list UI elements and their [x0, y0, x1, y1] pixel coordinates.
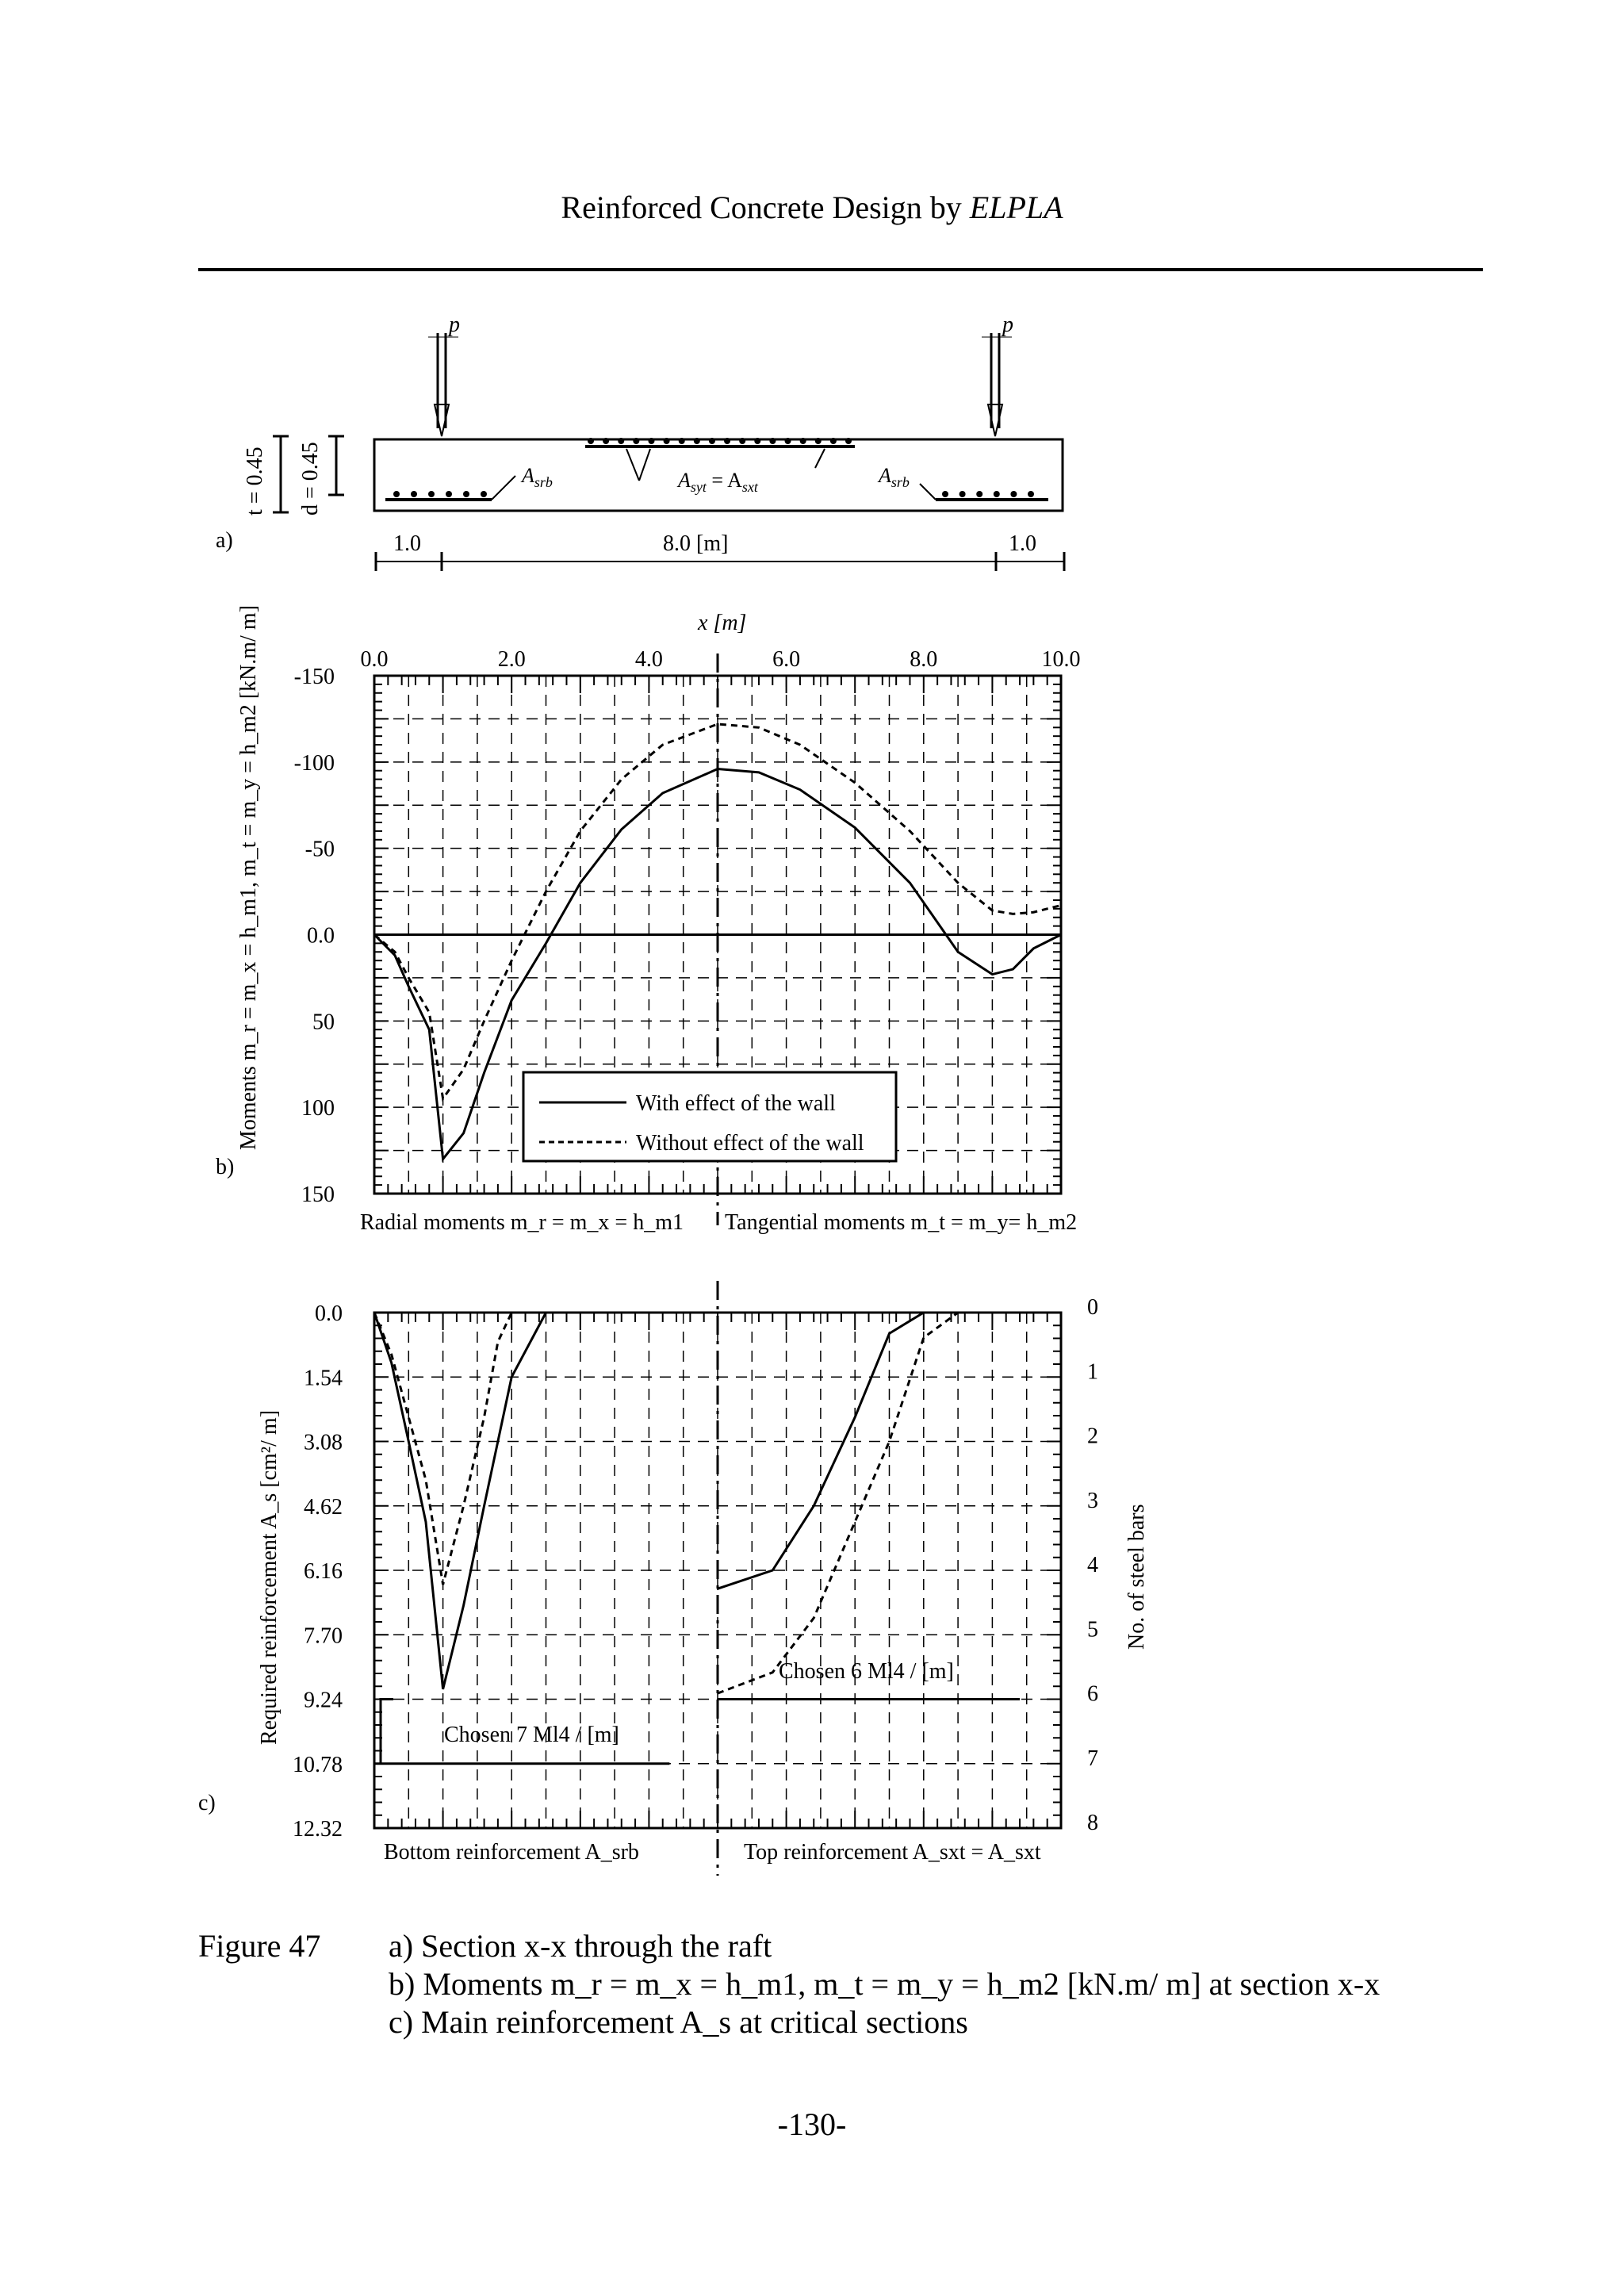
bottom-reinforcement-label: Bottom reinforcement A_srb [384, 1840, 639, 1865]
x-tick-label: 0.0 [360, 647, 389, 672]
rebar-dot [648, 438, 654, 444]
tangential-moments-label: Tangential moments m_t = m_y= h_m2 [725, 1210, 1078, 1235]
caption-line-a: a) Section x-x through the raft [389, 1928, 772, 1964]
rebar-dot [959, 491, 966, 497]
y-tick-label: 7.70 [304, 1623, 343, 1649]
moment-y-axis-title: Moments m_r = m_x = h_m1, m_t = m_y = h_m2 [kN.m/ m] [236, 605, 261, 1150]
reinforcement-chart [293, 1281, 1098, 1876]
chosen-top-label: Chosen 6 Ml4 / [m] [779, 1659, 954, 1684]
y-tick-label: 4.62 [304, 1494, 343, 1520]
y2-tick-label: 5 [1087, 1617, 1098, 1642]
reinforcement-series [718, 1313, 958, 1693]
dim-left: 1.0 [393, 531, 421, 556]
rebar-dot [588, 438, 594, 444]
y2-tick-label: 6 [1087, 1681, 1098, 1707]
rebar-dot [815, 438, 822, 444]
rebar-dot [785, 438, 791, 444]
rebar-dot [679, 438, 685, 444]
rebar-dot [942, 491, 948, 497]
x-tick-label: 10.0 [1041, 647, 1081, 672]
header-title-italic: ELPLA [969, 190, 1063, 225]
y-tick-label: 3.08 [304, 1430, 343, 1455]
dim-mid: 8.0 [m] [663, 531, 729, 556]
y2-tick-label: 4 [1087, 1553, 1098, 1577]
radial-moments-label: Radial moments m_r = m_x = h_m1 [360, 1210, 684, 1235]
rebar-dot [618, 438, 624, 444]
rebar-dot [754, 438, 760, 444]
reinforcement-y-axis-title: Required reinforcement A_s [cm²/ m] [257, 1409, 282, 1745]
y-tick-label: 9.24 [304, 1688, 343, 1713]
y-tick-label: 1.54 [304, 1366, 343, 1391]
load-label-left: p [449, 312, 460, 337]
caption-line-b: b) Moments m_r = m_x = h_m1, m_t = m_y = h_m2 [kN.m/ m] at section x-x [389, 1966, 1381, 2002]
chosen-bottom-label: Chosen 7 Ml4 / [m] [444, 1723, 619, 1747]
dim-right: 1.0 [1009, 531, 1036, 556]
y-tick-label: 0.0 [307, 923, 335, 949]
y2-tick-label: 0 [1087, 1295, 1098, 1320]
rebar-dot [393, 491, 400, 497]
y-tick-label: 50 [312, 1010, 335, 1035]
rebar-dot [830, 438, 837, 444]
rebar-dot [724, 438, 730, 444]
y-tick-label: 6.16 [304, 1559, 343, 1584]
header-title: Reinforced Concrete Design by [561, 190, 962, 225]
y2-tick-label: 7 [1087, 1746, 1098, 1771]
rebar-dot [446, 491, 452, 497]
d-label: d = 0.45 [298, 442, 323, 516]
rebar-dot [463, 491, 469, 497]
y2-tick-label: 1 [1087, 1359, 1098, 1385]
y-tick-label: -50 [304, 837, 335, 862]
panel-a-label: a) [216, 528, 233, 553]
rebar-dot [428, 491, 435, 497]
caption-label: Figure 47 [198, 1928, 321, 1964]
rebar-dot [633, 438, 639, 444]
y-tick-label: -100 [293, 750, 335, 776]
page-number: -130- [777, 2106, 847, 2142]
y2-tick-label: 3 [1087, 1488, 1098, 1513]
y-tick-label: 0.0 [315, 1301, 343, 1326]
rebar-dot [800, 438, 806, 444]
y-tick-label: 100 [301, 1096, 335, 1121]
x-tick-label: 6.0 [772, 647, 801, 672]
rebar-dot [976, 491, 982, 497]
x-tick-label: 2.0 [497, 647, 526, 672]
rebar-dot [709, 438, 715, 444]
top-reinforcement-label: Top reinforcement A_sxt = A_sxt [744, 1840, 1041, 1865]
reinforcement-series [374, 1313, 546, 1689]
rebar-dot [769, 438, 776, 444]
load-label-right: p [1002, 312, 1013, 337]
legend-with: With effect of the wall [636, 1091, 836, 1116]
panel-b-label: b) [216, 1155, 235, 1179]
asrb-label-right: $A_{srb}$ [879, 464, 910, 490]
rebar-dot [1010, 491, 1017, 497]
rebar-dot [994, 491, 1000, 497]
asrb-label-left: $A_{srb}$ [522, 464, 553, 490]
rebar-dot [664, 438, 670, 444]
y-tick-label: -150 [293, 665, 335, 689]
x-axis-title: x [m] [698, 611, 747, 635]
rebar-dot [694, 438, 700, 444]
t-label: t = 0.45 [243, 447, 267, 516]
y-tick-label: 12.32 [293, 1817, 343, 1842]
y2-tick-label: 8 [1087, 1811, 1098, 1835]
chosen-bracket [381, 1700, 393, 1764]
rebar-dot [411, 491, 417, 497]
y2-tick-label: 2 [1087, 1424, 1098, 1449]
legend-without: Without effect of the wall [636, 1131, 864, 1156]
rebar-dot [481, 491, 487, 497]
panel-c-label: c) [198, 1791, 216, 1815]
rebar-dot [1028, 491, 1034, 497]
rebar-dot [845, 438, 852, 444]
x-tick-label: 8.0 [910, 647, 938, 672]
legend [523, 1072, 896, 1161]
x-tick-label: 4.0 [634, 647, 663, 672]
rebar-dot [739, 438, 745, 444]
y-tick-label: 10.78 [293, 1752, 343, 1777]
rebar-dot [603, 438, 609, 444]
caption-line-c: c) Main reinforcement A_s at critical sections [389, 2004, 968, 2040]
steel-bars-y-axis-title: No. of steel bars [1124, 1504, 1149, 1650]
asyt-label: $A_{syt} = A_{sxt}$ [678, 469, 758, 495]
y-tick-label: 150 [301, 1182, 335, 1207]
